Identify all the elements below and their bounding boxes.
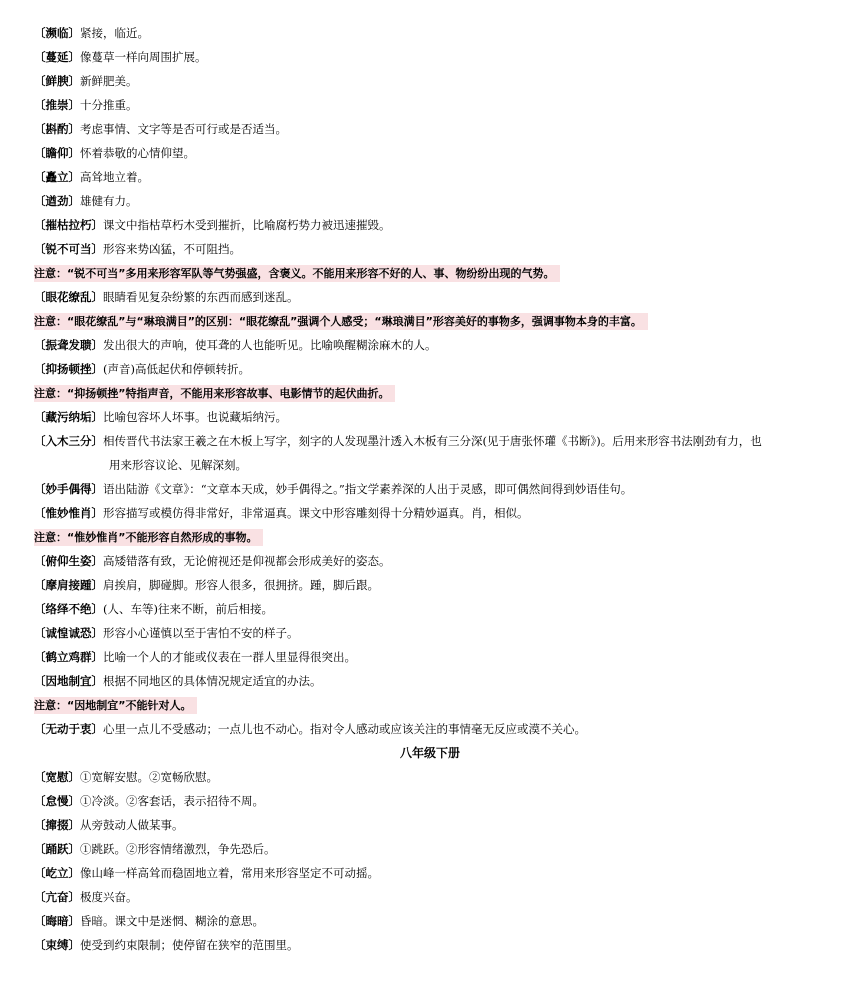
note-text: “锐不可当”多用来形容军队等气势强盛，含褒义。不能用来形容不好的人、事、物纷纷出现的气势。 (67, 267, 555, 280)
vocab-definition: ①跳跃。②形容情绪激烈，争先恐后。 (80, 842, 276, 856)
vocab-entry (34, 165, 830, 189)
vocab-definition: 发出很大的声响，使耳聋的人也能听见。比喻唤醒糊涂麻木的人。 (103, 338, 437, 352)
vocab-entry (34, 885, 830, 909)
vocab-definition: 考虑事情、文字等是否可行或是否适当。 (80, 122, 287, 136)
note-highlight (34, 385, 395, 402)
vocab-entry (34, 141, 830, 165)
vocab-definition: 比喻包容坏人坏事。也说藏垢纳污。 (103, 410, 287, 424)
vocab-definition: 高矮错落有致，无论俯视还是仰视都会形成美好的姿态。 (103, 554, 391, 568)
vocab-term: 〔屹立〕 (34, 866, 80, 880)
note-highlight (34, 697, 197, 714)
vocab-term: 〔濒临〕 (34, 26, 80, 40)
vocab-term: 〔撺掇〕 (34, 818, 80, 832)
vocab-term: 〔抑扬顿挫〕 (34, 362, 103, 376)
vocab-term: 〔眼花缭乱〕 (34, 290, 103, 304)
vocab-term: 〔摩肩接踵〕 (34, 578, 103, 592)
note-highlight (34, 265, 560, 282)
vocab-definition: 怀着恭敬的心情仰望。 (80, 146, 195, 160)
vocab-entry (34, 765, 830, 789)
vocab-definition: 心里一点儿不受感动；一点儿也不动心。指对令人感动或应该关注的事情毫无反应或漠不关心。 (103, 722, 586, 736)
vocab-entry (34, 285, 830, 309)
vocab-entry (34, 717, 830, 741)
vocab-term: 〔惟妙惟肖〕 (34, 506, 103, 520)
vocab-term: 〔妙手偶得〕 (34, 482, 103, 496)
vocab-definition: 高耸地立着。 (80, 170, 149, 184)
vocab-definition: 比喻一个人的才能或仪表在一群人里显得很突出。 (103, 650, 356, 664)
vocab-definition: ①冷淡。②客套话，表示招待不周。 (80, 794, 264, 808)
vocab-term: 〔摧枯拉朽〕 (34, 218, 103, 232)
note-label: 注意： (34, 267, 67, 280)
vocab-definition: 像蔓草一样向周围扩展。 (80, 50, 207, 64)
vocab-term: 〔束缚〕 (34, 938, 80, 952)
vocab-term: 〔诚惶诚恐〕 (34, 626, 103, 640)
vocab-definition: (人、车等)往来不断，前后相接。 (103, 602, 273, 616)
vocab-definition: 使受到约束限制；使停留在狭窄的范围里。 (80, 938, 299, 952)
vocab-entry (34, 621, 830, 645)
vocab-entry (34, 21, 830, 45)
vocab-term: 〔振聋发聩〕 (34, 338, 103, 352)
vocab-definition: 十分推重。 (80, 98, 138, 112)
vocab-entry (34, 405, 830, 429)
note-label: 注意： (34, 315, 67, 328)
vocab-term: 〔晦暗〕 (34, 914, 80, 928)
vocab-term: 〔斟酌〕 (34, 122, 80, 136)
vocab-entry (34, 357, 830, 381)
vocab-entry (34, 837, 830, 861)
vocab-term: 〔络绎不绝〕 (34, 602, 103, 616)
vocab-term: 〔踊跃〕 (34, 842, 80, 856)
vocab-entry (34, 93, 830, 117)
note-highlight (34, 313, 648, 330)
vocab-entry (34, 549, 830, 573)
vocab-term: 〔鲜腴〕 (34, 74, 80, 88)
vocab-entry (34, 645, 830, 669)
vocab-definition: 雄健有力。 (80, 194, 138, 208)
vocab-entry (34, 69, 830, 93)
vocab-term: 〔藏污纳垢〕 (34, 410, 103, 424)
vocab-entry (34, 213, 830, 237)
vocab-term: 〔无动于衷〕 (34, 722, 103, 736)
vocab-term: 〔因地制宜〕 (34, 674, 103, 688)
usage-note (34, 525, 830, 549)
note-label: 注意： (34, 699, 67, 712)
vocab-definition: 相传晋代书法家王羲之在木板上写字，刻字的人发现墨汁透入木板有三分深(见于唐张怀瓘《书断》)。后用来形容书法刚劲有力，也 (103, 434, 762, 448)
vocab-entry (34, 189, 830, 213)
section-heading: 八年级下册 (399, 746, 460, 760)
vocab-definition: 形容小心谨慎以至于害怕不安的样子。 (103, 626, 299, 640)
vocab-definition: 课文中指枯草朽木受到摧折，比喻腐朽势力被迅速摧毁。 (103, 218, 391, 232)
vocab-term: 〔瞻仰〕 (34, 146, 80, 160)
vocab-term: 〔鹤立鸡群〕 (34, 650, 103, 664)
note-text: “抑扬顿挫”特指声音，不能用来形容故事、电影情节的起伏曲折。 (67, 387, 390, 400)
vocab-term: 〔矗立〕 (34, 170, 80, 184)
vocab-entry (34, 501, 830, 525)
note-text: “惟妙惟肖”不能形容自然形成的事物。 (67, 531, 258, 544)
vocab-definition: 形容描写或模仿得非常好，非常逼真。课文中形容雕刻得十分精妙逼真。肖，相似。 (103, 506, 529, 520)
note-text: “因地制宜”不能针对人。 (67, 699, 192, 712)
vocab-definition-continued: 用来形容议论、见解深刻。 (109, 458, 247, 472)
note-text: “眼花缭乱”与“琳琅满目”的区别：“眼花缭乱”强调个人感受；“琳琅满目”形容美好的事物多，强调事物本身的丰富。 (67, 315, 642, 328)
vocab-entry (34, 597, 830, 621)
vocab-entry (34, 45, 830, 69)
vocab-entry (34, 333, 830, 357)
vocab-entry (34, 429, 830, 477)
vocab-definition: 眼睛看见复杂纷繁的东西而感到迷乱。 (103, 290, 299, 304)
vocab-term: 〔遒劲〕 (34, 194, 80, 208)
vocab-definition: 肩挨肩，脚碰脚。形容人很多，很拥挤。踵，脚后跟。 (103, 578, 379, 592)
vocab-term: 〔亢奋〕 (34, 890, 80, 904)
vocab-term: 〔锐不可当〕 (34, 242, 103, 256)
vocab-term: 〔入木三分〕 (34, 434, 103, 448)
vocab-definition: 语出陆游《文章》：“文章本天成，妙手偶得之。”指文学素养深的人出于灵感，即可偶然间得到妙语佳句。 (103, 482, 633, 496)
vocab-term: 〔怠慢〕 (34, 794, 80, 808)
vocab-entry (34, 669, 830, 693)
vocab-entry (34, 909, 830, 933)
vocab-definition: (声音)高低起伏和停顿转折。 (103, 362, 250, 376)
vocab-term: 〔蔓延〕 (34, 50, 80, 64)
vocab-entry (34, 933, 830, 957)
vocab-definition: 从旁鼓动人做某事。 (80, 818, 184, 832)
vocab-entry (34, 813, 830, 837)
usage-note (34, 261, 830, 285)
vocab-definition: 新鲜肥美。 (80, 74, 138, 88)
vocab-entry (34, 861, 830, 885)
vocab-definition: ①宽解安慰。②宽畅欣慰。 (80, 770, 218, 784)
vocab-entry (34, 789, 830, 813)
vocab-definition: 形容来势凶猛，不可阻挡。 (103, 242, 241, 256)
note-label: 注意： (34, 387, 67, 400)
vocab-definition: 极度兴奋。 (80, 890, 138, 904)
usage-note (34, 309, 830, 333)
vocab-entry (34, 117, 830, 141)
vocab-definition: 昏暗。课文中是迷惘、糊涂的意思。 (80, 914, 264, 928)
usage-note (34, 381, 830, 405)
note-label: 注意： (34, 531, 67, 544)
vocab-definition: 根据不同地区的具体情况规定适宜的办法。 (103, 674, 322, 688)
vocab-term: 〔宽慰〕 (34, 770, 80, 784)
note-highlight (34, 529, 263, 546)
vocab-term: 〔俯仰生姿〕 (34, 554, 103, 568)
vocab-definition: 紧接，临近。 (80, 26, 149, 40)
vocab-entry (34, 477, 830, 501)
vocab-entry (34, 573, 830, 597)
vocab-definition: 像山峰一样高耸而稳固地立着，常用来形容坚定不可动摇。 (80, 866, 379, 880)
vocab-term: 〔推崇〕 (34, 98, 80, 112)
usage-note (34, 693, 830, 717)
vocab-entry (34, 237, 830, 261)
